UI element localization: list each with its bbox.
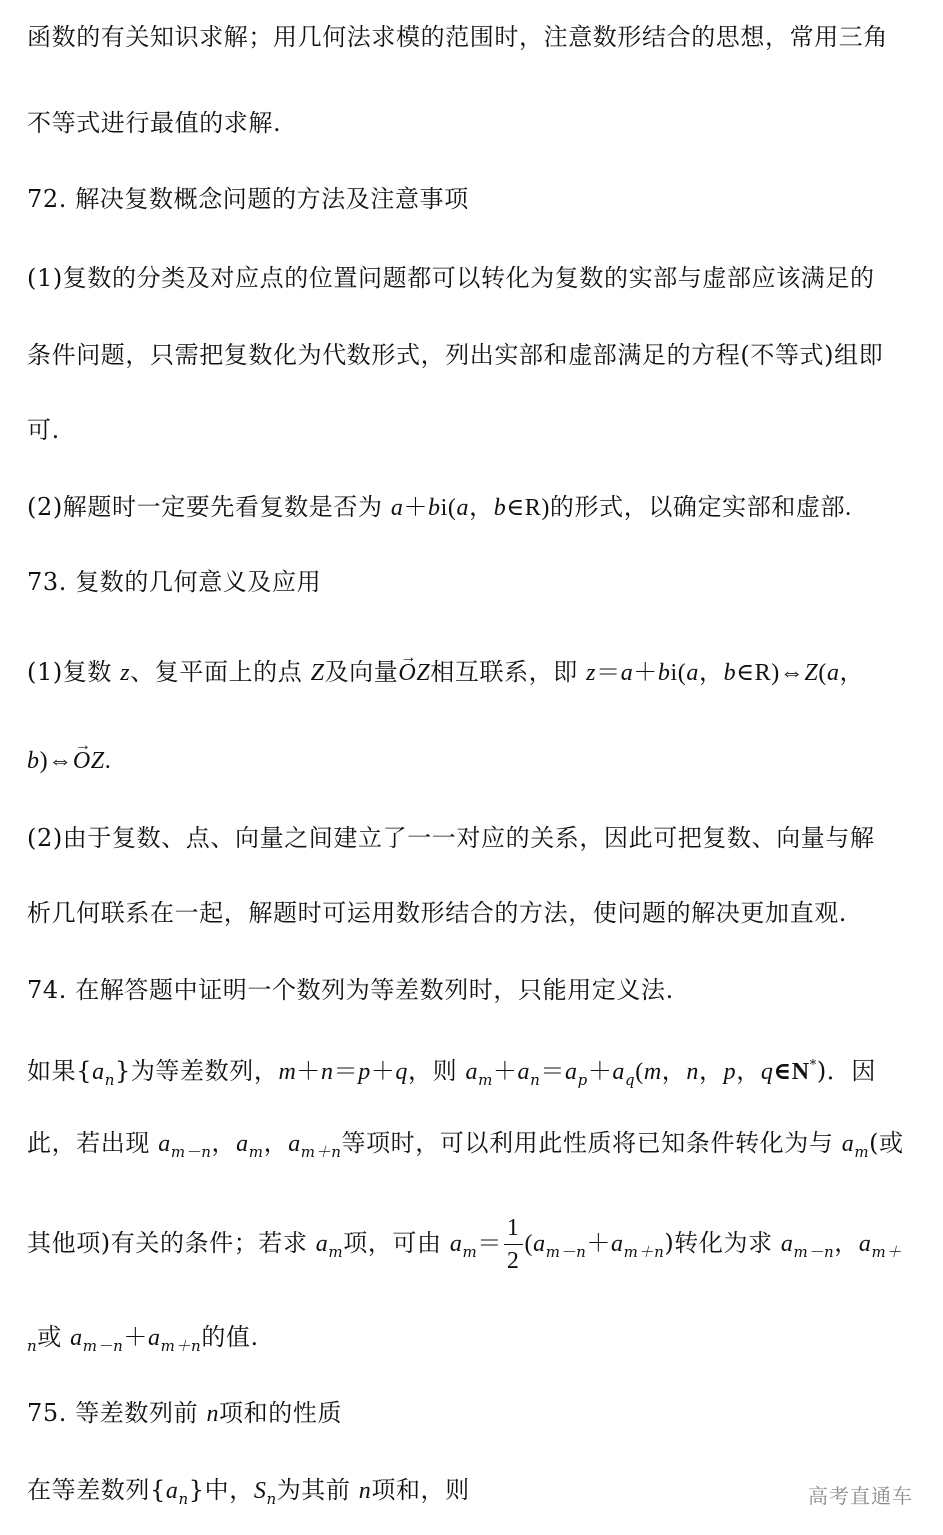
- text-line: (2)解题时一定要先看复数是否为 a＋bi(a，b∈R)的形式，以确定实部和虚部.: [27, 493, 852, 521]
- section-heading-75: 75. 等差数列前 n项和的性质: [27, 1399, 343, 1427]
- text-line: 条件问题，只需把复数化为代数形式，列出实部和虚部满足的方程(不等式)组即: [27, 341, 884, 369]
- text-line: $_n$或 $a_{m-n}+a_{m+n}$的值.: [27, 1323, 259, 1355]
- text-line: 函数的有关知识求解；用几何法求模的范围时，注意数形结合的思想，常用三角: [27, 23, 888, 51]
- text-line: 析几何联系在一起，解题时可运用数形结合的方法，使问题的解决更加直观.: [27, 899, 848, 927]
- watermark: 高考直通车: [808, 1484, 913, 1508]
- fraction-one-half: $\frac{1}{2}$: [504, 1212, 523, 1277]
- text-line: 不等式进行最值的求解.: [27, 109, 282, 137]
- text-line: 此，若出现 $a_{m-n}$，$a_m$，$a_{m+n}$等项时，可以利用此性质将已知条件转化为与 $a_m$(或: [27, 1129, 904, 1161]
- text-line: 可.: [27, 416, 60, 444]
- text-line: 在等差数列$\{a_n\}$中，$S_n$为其前 n项和，则: [27, 1476, 470, 1508]
- text-line: (2)由于复数、点、向量之间建立了一一对应的关系，因此可把复数、向量与解: [27, 824, 875, 852]
- section-heading-74: 74. 在解答题中证明一个数列为等差数列时，只能用定义法.: [27, 976, 674, 1004]
- text-line: (1)复数 z、复平面上的点 Z及向量→ OZ相互联系，即 z＝a＋bi(a，b∈R)⇔Z(a，: [27, 657, 864, 688]
- vector-oz: → OZ: [398, 658, 430, 688]
- text-line: 其他项)有关的条件；若求 $a_m$项，可由 $a_m=$ $\frac{1}{2}$ $(a_{m-n}+a_{m+n})$转化为求 $a_{m-n}$，$a_{m+}$: [27, 1208, 902, 1287]
- section-heading-72: 72. 解决复数概念问题的方法及注意事项: [27, 185, 469, 213]
- section-heading-73: 73. 复数的几何意义及应用: [27, 568, 322, 596]
- text-line: 如果$\{a_n\}$为等差数列，m＋n＝p＋q，则 $a_m+a_n=a_p+a_q(m$，n，p，q∈N*)．因: [27, 1057, 877, 1089]
- text-line: (1)复数的分类及对应点的位置问题都可以转化为复数的实部与虚部应该满足的: [27, 264, 875, 292]
- text-line: b)⇔→ OZ.: [27, 745, 111, 776]
- vector-oz: → OZ: [73, 746, 105, 776]
